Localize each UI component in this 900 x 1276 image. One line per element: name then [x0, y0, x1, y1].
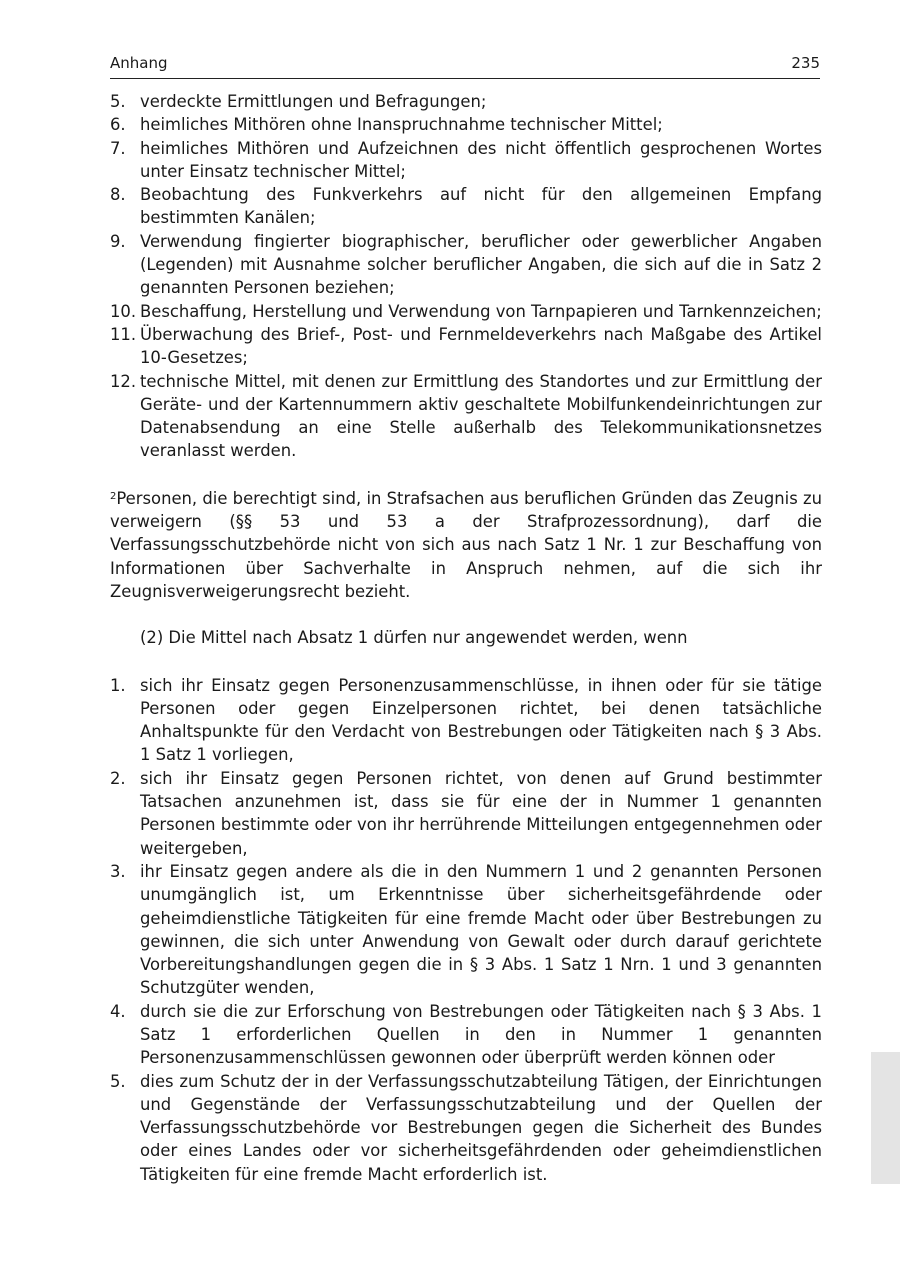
list-item-text: sich ihr Einsatz gegen Personen richtet, von denen auf Grund bestimmter Tatsachen anzunehmen ist, dass sie für eine der in Nummer 1 genannten Personen bestimmte oder von ihr herrührende Mitteilungen entgegennehmen oder weitergeben, [140, 768, 822, 858]
list-item [110, 90, 822, 113]
list-item-text: technische Mittel, mit denen zur Ermittlung des Standortes und zur Ermittlung der Geräte- und der Kartennummern aktiv geschaltete Mobilfunkendeinrichtungen zur Datenabsendung an eine Stelle außerhalb des Telekommunikationsnetzes veranlasst werden. [140, 371, 822, 461]
list-conditions [110, 674, 822, 1187]
list-item [110, 1070, 822, 1186]
list-item [110, 767, 822, 860]
list-item-number: 11. [110, 324, 137, 344]
list-item-number: 8. [110, 185, 126, 205]
thumb-index-tab [871, 1052, 900, 1184]
list-item [110, 370, 822, 463]
list-item [110, 1000, 822, 1070]
list-item-number: 10. [110, 301, 137, 321]
list-item-number: 12. [110, 371, 137, 391]
list-item-text: Verwendung fingierter biographischer, beruflicher oder gewerblicher Angaben (Legenden) mit Ausnahme solcher beruflicher Angaben, die sich auf die in Satz 2 genannten Personen beziehen; [140, 231, 822, 298]
sentence-2-paragraph [110, 487, 822, 603]
list-item [110, 674, 822, 767]
subsection-heading: (2) Die Mittel nach Absatz 1 dürfen nur angewendet werden, wenn [140, 628, 688, 648]
list-item-number: 3. [110, 861, 126, 881]
list-item-number: 2. [110, 768, 126, 788]
page-header [110, 52, 820, 79]
list-item [110, 137, 822, 184]
page-body [110, 90, 822, 1186]
list-item [110, 323, 822, 370]
list-item [110, 300, 822, 323]
sentence-marker: 2 [110, 490, 117, 502]
list-item-number: 5. [110, 1071, 126, 1091]
list-item [110, 183, 822, 230]
list-item-text: Beschaffung, Herstellung und Verwendung von Tarnpapieren und Tarnkennzeichen; [140, 301, 822, 321]
list-item-text: heimliches Mithören ohne Inanspruchnahme technischer Mittel; [140, 115, 663, 135]
list-item-number: 6. [110, 115, 126, 135]
list-means [110, 90, 822, 463]
section-title: Anhang [110, 54, 168, 72]
list-item-text: ihr Einsatz gegen andere als die in den Nummern 1 und 2 genannten Personen unumgänglich ist, um Erkenntnisse über sicherheitsgefährdende oder geheimdienstliche Tätigkeiten für eine fremde Macht oder über Bestrebungen zu gewinnen, die sich unter Anwendung von Gewalt oder durch darauf gerichtete Vorbereitungshandlungen gegen die in § 3 Abs. 1 Satz 1 Nrn. 1 und 3 genannten Schutzgüter wenden, [140, 861, 822, 998]
list-item-number: 4. [110, 1001, 126, 1021]
list-item-number: 5. [110, 92, 126, 111]
list-item [110, 230, 822, 300]
list-item [110, 860, 822, 1000]
list-item-text: Beobachtung des Funkverkehrs auf nicht für den allgemeinen Empfang bestimmten Kanälen; [140, 185, 822, 228]
list-item [110, 113, 822, 136]
list-item-text: Überwachung des Brief-, Post- und Fernmeldeverkehrs nach Maßgabe des Artikel 10-Gesetzes; [140, 324, 822, 368]
list-item-number: 7. [110, 138, 126, 158]
list-item-text: durch sie die zur Erforschung von Bestrebungen oder Tätigkeiten nach § 3 Abs. 1 Satz 1 erforderlichen Quellen in den in Nummer 1 genannten Personenzusammenschlüssen gewonnen oder überprüft werden können oder [140, 1001, 822, 1068]
list-item-text: dies zum Schutz der in der Verfassungsschutzabteilung Tätigen, der Einrichtungen und Gegenstände der Verfassungsschutzabteilung und der Quellen der Verfassungsschutzbehörde vor Bestrebungen gegen die Sicherheit des Bundes oder eines Landes oder vor sicherheitsgefährdenden oder geheimdienstlichen Tätigkeiten für eine fremde Macht erforderlich ist. [140, 1071, 822, 1184]
list-item-number: 1. [110, 675, 126, 695]
list-item-text: heimliches Mithören und Aufzeichnen des nicht öffentlich gesprochenen Wortes unter Einsatz technischer Mittel; [140, 138, 822, 181]
list-item-number: 9. [110, 231, 126, 251]
paragraph-text: Personen, die berechtigt sind, in Strafsachen aus beruflichen Gründen das Zeugnis zu verweigern (§§ 53 und 53 a der Strafprozessordnung), darf die Verfassungsschutzbehörde nicht von sich aus nach Satz 1 Nr. 1 zur Beschaffung von Informationen über Sachverhalte in Anspruch nehmen, auf die sich ihr Zeugnisverweigerungsrecht bezieht. [110, 488, 822, 601]
page-number: 235 [791, 54, 820, 72]
list-item-text: verdeckte Ermittlungen und Befragungen; [140, 92, 487, 111]
list-item-text: sich ihr Einsatz gegen Personenzusammenschlüsse, in ihnen oder für sie tätige Personen oder gegen Einzelpersonen richtet, bei denen tatsächliche Anhaltspunkte für den Verdacht von Bestrebungen oder Tätigkeiten nach § 3 Abs. 1 Satz 1 vorliegen, [140, 675, 822, 765]
